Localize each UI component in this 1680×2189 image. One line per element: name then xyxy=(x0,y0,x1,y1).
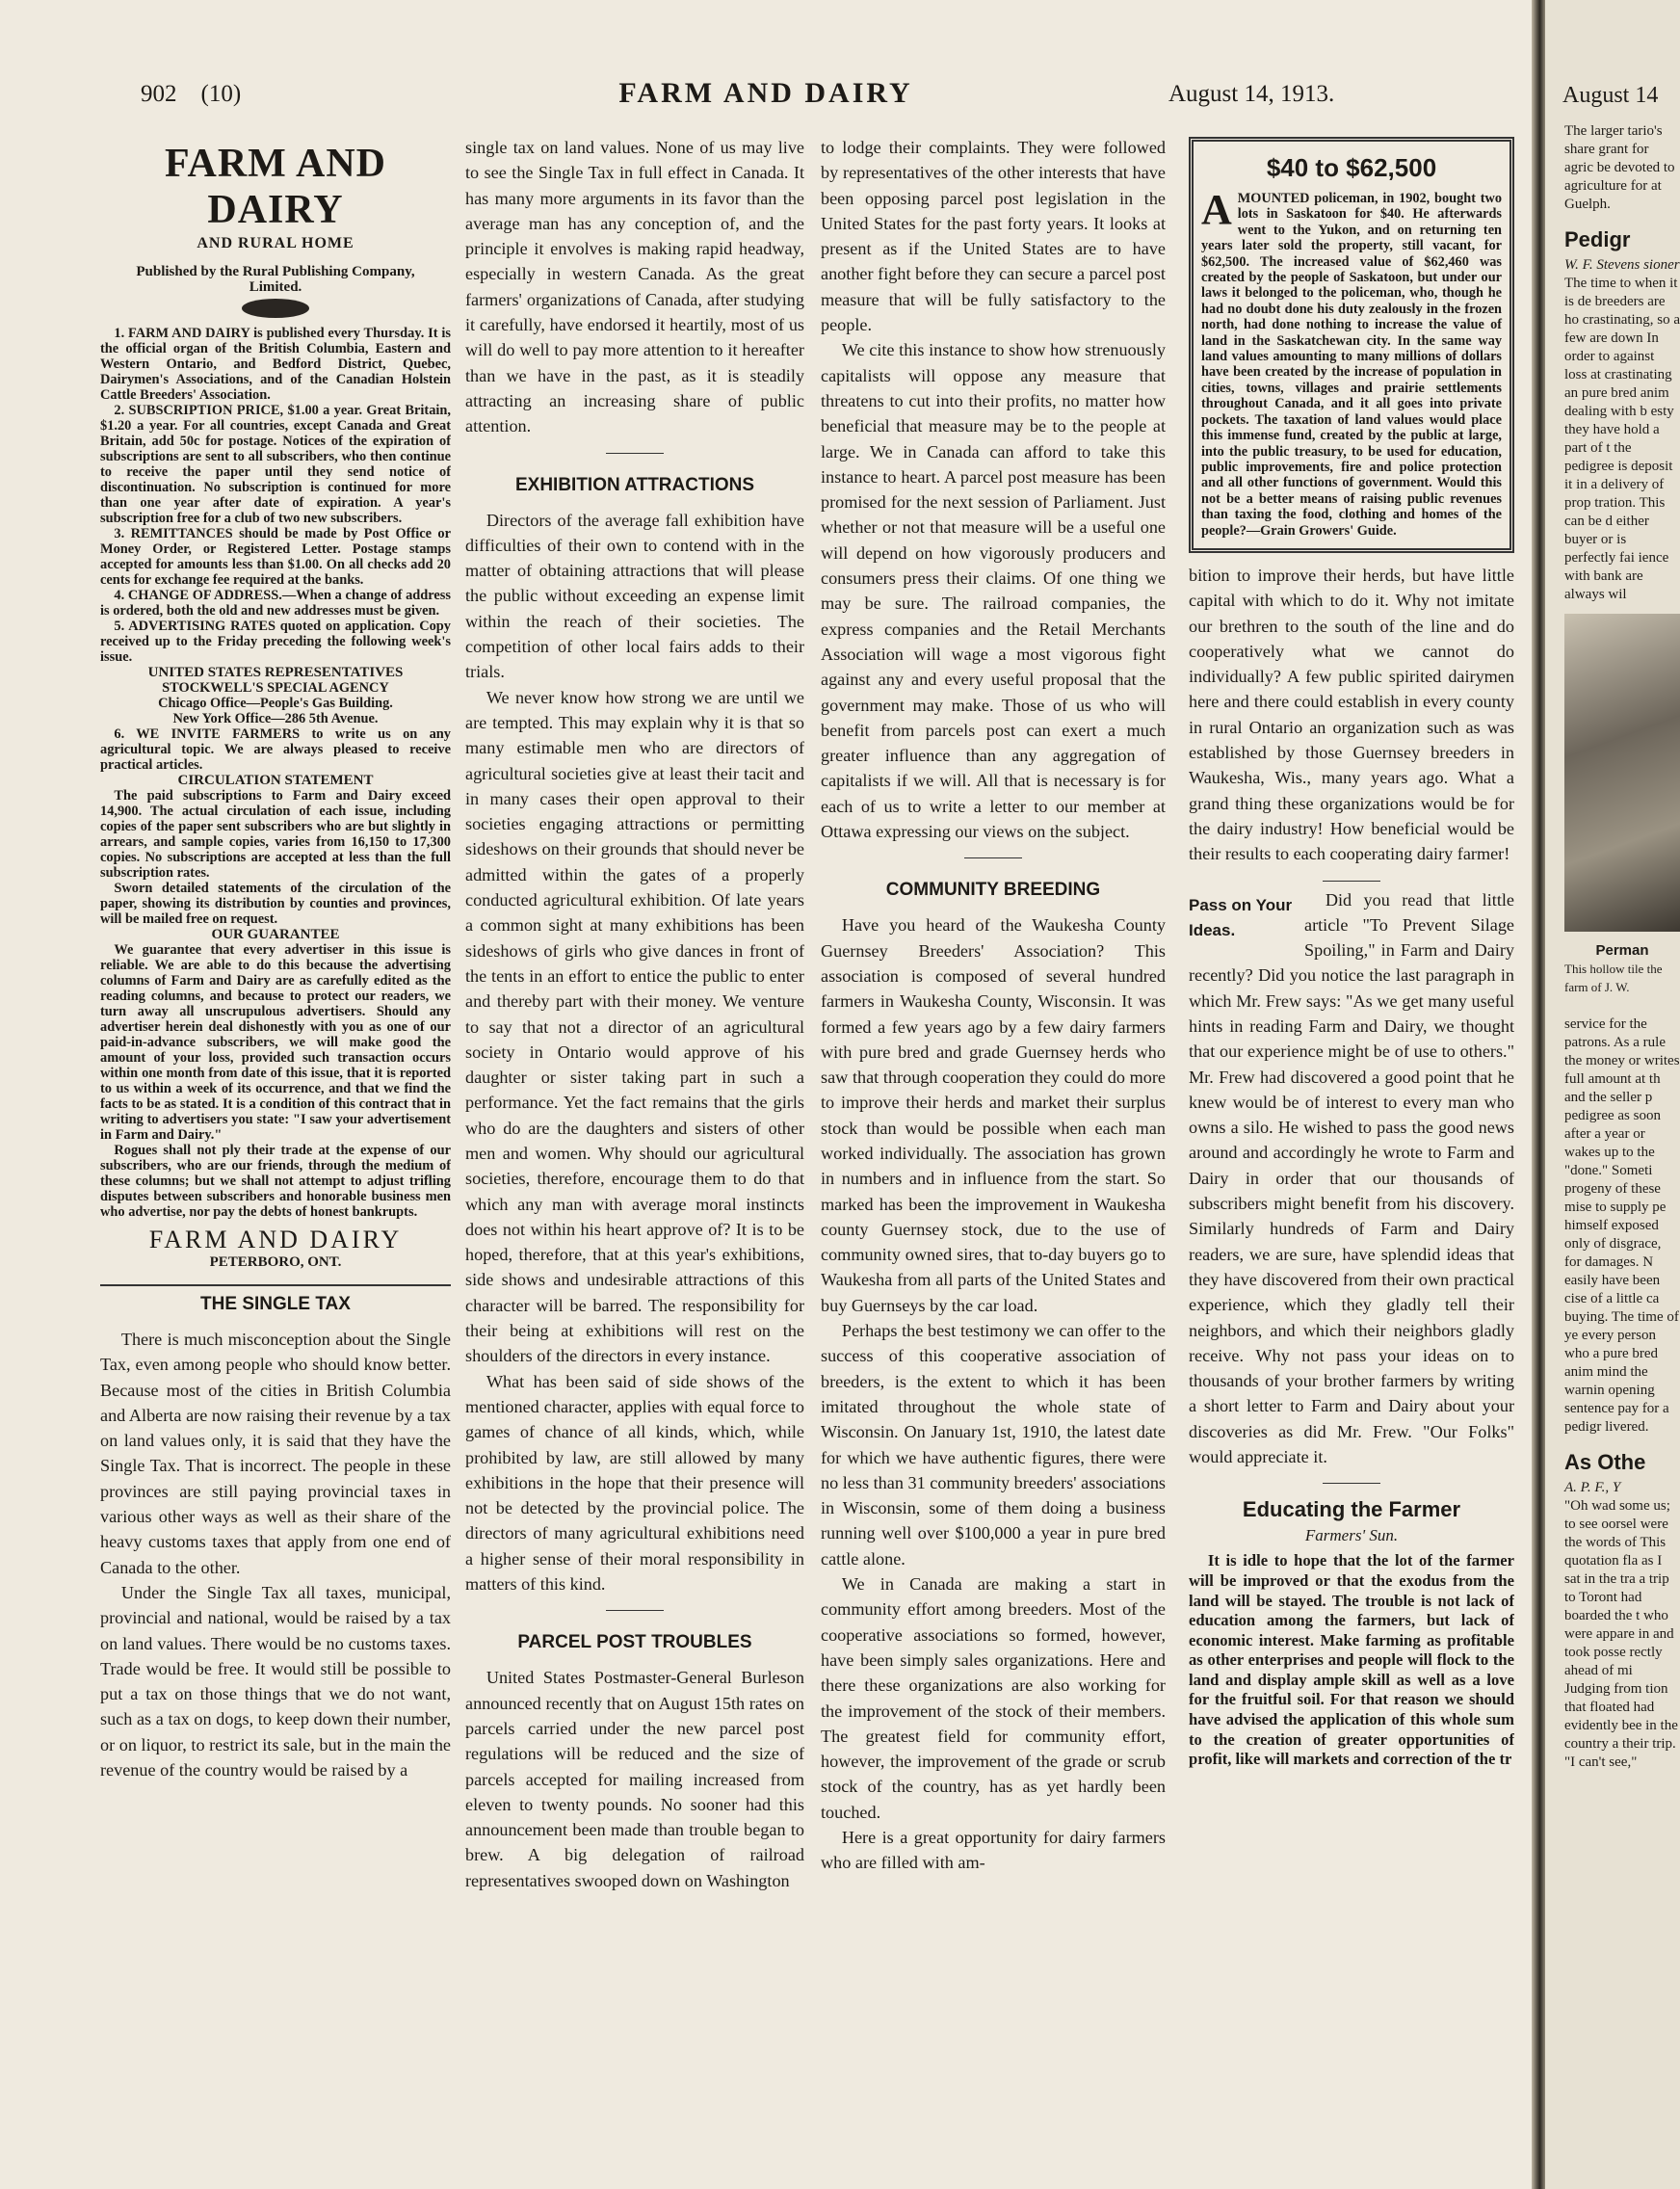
short-rule xyxy=(964,857,1022,858)
footer-title: FARM AND DAIRY xyxy=(148,1226,403,1253)
ornament-icon xyxy=(242,299,309,318)
others-byline: A. P. F., Y xyxy=(1564,1480,1621,1495)
silo-photo xyxy=(1564,614,1680,932)
us-reps-agency: STOCKWELL'S SPECIAL AGENCY xyxy=(162,680,389,696)
parcel-heading: PARCEL POST TROUBLES xyxy=(517,1632,752,1653)
community-paragraph: Perhaps the best testimony we can offer to the success of this cooperative association of breeders, is the extent to which it has been imitated throughout the whole state of Wisconsin. On January 1st, 1910, the latest date for which we have authentic figures, there were no less than 31 community breeders' associations in Wisconsin, some of them doing a business running well over $100,000 a year in pure bred cattle alone. xyxy=(821,1321,1166,1569)
masthead-subtitle: AND RURAL HOME xyxy=(197,235,354,251)
single-tax-paragraph: There is much misconception about the Single Tax, even among people who should know better. Because most of the cities in British Columbia and Alberta are now raising their revenue by a tax on land values only, it is said that they have the Single Tax. That is incorrect. The people in these provinces are still paying provincial taxes in various other ways as well as their share of the heavy customs taxes that apply from one end of Canada to the other. xyxy=(100,1330,451,1577)
running-title: FARM AND DAIRY xyxy=(618,77,913,109)
community-heading: COMMUNITY BREEDING xyxy=(885,880,1101,901)
short-rule xyxy=(1323,881,1380,882)
column-4 xyxy=(1189,135,1514,2177)
invite-paragraph: 6. WE INVITE FARMERS to write us on any agricultural topic. We are always pleased to receive practical articles. xyxy=(100,726,451,773)
notice-paragraph: 4. CHANGE OF ADDRESS.—When a change of address is ordered, both the old and new addresses must be given. xyxy=(100,588,451,619)
section-divider xyxy=(100,1284,451,1286)
column-3 xyxy=(821,135,1166,2177)
notice-paragraph: 5. ADVERTISING RATES quoted on application. Copy received up to the Friday preceding the following week's issue. xyxy=(100,619,451,665)
educating-paragraph: It is idle to hope that the lot of the farmer will be improved or that the exodus from the land will be stayed. The trouble is not lack of education among the farmers, but lack of economic interest. Make farming as profitable as other enterprises and people will flock to the land and display ample skill as well as a love for the fruitful soil. For that reason we should have advised the application of this whole sum to the creation of greater opportunities of profit, like will markets and correction of the tr xyxy=(1189,1551,1514,1769)
photo-caption-heading: Perman xyxy=(1595,942,1649,959)
circulation-heading: CIRCULATION STATEMENT xyxy=(177,773,374,788)
single-tax-continued: single tax on land values. None of us may live to see the Single Tax in full effect in Canada. It has many more arguments in its favor than the average man has any conception of, and the principle it envolves is making rapid headway, especially in western Canada. As the great farmers' organizations of Canada, after studying it carefully, have endorsed it heartily, most of us will do well to pay more attention to it hereafter than we have in the past, as it is steadily attracting an increasing share of public attention. xyxy=(465,138,804,436)
publisher-line: Published by the Rural Publishing Company, Limited. xyxy=(136,264,415,295)
land-value-box xyxy=(1189,137,1514,553)
photo-caption: This hollow tile the farm of J. W. xyxy=(1564,962,1663,994)
short-rule xyxy=(1323,1483,1380,1484)
educating-heading: Educating the Farmer xyxy=(1242,1497,1461,1522)
guarantee-paragraph: We guarantee that every advertiser in this issue is reliable. We are able to do this because the advertising columns of Farm and Dairy are as carefully edited as the reading columns, and because to protect our readers, we turn away all unscrupulous advertisers. Should any advertiser herein deal dishonestly with you as one of our paid-in-advance subscribers, we will make good the amount of your loss, provided such transaction occurs within one month from date of this issue, that it is reported to us within a week of its occurrence, and that we find the facts to be as stated. It is a condition of this contract that in writing to advertisers you state: "I saw your advertisement in Farm and Dairy." xyxy=(100,942,451,1143)
guarantee-paragraph: Rogues shall not ply their trade at the expense of our subscribers, who are our friends, through the medium of these columns; but we shall not attempt to adjust trifling disputes between subscribers and honorable business men who advertise, nor pay the debts of honest bankrupts. xyxy=(100,1143,451,1220)
educating-source: Farmers' Sun. xyxy=(1304,1526,1399,1545)
pass-on-paragraph: Did you read that little article "To Prevent Silage Spoiling," in Farm and Dairy recently? Did you notice the last paragraph in which Mr. Frew says: "As we get many useful hints in reading Farm and Dairy, we thought that our experience might be of use to others." Mr. Frew had discovered a good point that he knew would be of interest to every man who owns a silo. He wished to pass the good news around and accordingly he wrote to Farm and Dairy in order that our thousands of subscribers might benefit from his discovery. Similarly hundreds of Farm and Dairy readers, we are sure, have splendid ideas that they have discovered from their own practical experience, which they gladly tell their neighbors, and which their neighbors gladly receive. Why not pass your ideas on to thousands of your brother farmers by writing a short letter to Farm and Dairy about your discoveries as did Mr. Frew. "Our Folks" would appreciate it. xyxy=(1189,889,1514,1467)
us-reps-heading: UNITED STATES REPRESENTATIVES xyxy=(147,665,404,680)
box-body: MOUNTED policeman, in 1902, bought two lots in Saskatoon for $40. He afterwards went to the Yukon, and on returning ten years later sold the property, still vacant, for $62,500. The increased value of $62,460 was created by the people of Saskatoon, but under our laws it belonged to the policeman, who, though he had no doubt done his duty zealously in the frozen north, had done nothing to increase the value of land in the Saskatchewan city. In the same way land values amounting to many millions of dollars have been created by the increase of population in cities, towns, villages and prairie settlements throughout Canada, and it all goes into private pockets. The taxation of land values would place this immense fund, created by the public at large, into the public treasury, to be used for education, public improvements, fire and police protection and all other functions of government. Would this not be a better means of raising public revenues than taxing the food, clothing and homes of the people?—Grain Growers' Guide. xyxy=(1201,191,1502,539)
column-1 xyxy=(100,135,451,2177)
short-rule xyxy=(606,453,664,454)
adjacent-page xyxy=(1545,0,1680,2189)
parcel-continued: We cite this instance to show how strenuously capitalists will oppose any measure that threatens to cut into their profits, no matter how beneficial that measure may be to the people at large. We in Canada can afford to take this instance to heart. A parcel post measure has been promised for the next session of Parliament. Just whether or not that measure will be a useful one will depend on how vigorously producers and consumers press their claims. Of one thing we may be sure. The railroad companies, the express companies and the Retail Merchants Association will wage a most vigorous fight against any and every useful proposal that the government may make. Those of us who will benefit from parcels post can exert a much greater influence than any aggregation of capitalists if we will. All that is necessary is for each of us to write a letter to our member at Ottawa expressing our views on the subject. xyxy=(821,340,1166,842)
community-paragraph: Here is a great opportunity for dairy farmers who are filled with am- xyxy=(821,1828,1166,1873)
others-heading: As Othe xyxy=(1564,1450,1646,1474)
masthead-notices xyxy=(100,326,451,1220)
exhibition-paragraph: Directors of the average fall exhibition have difficulties of their own to contend with in the matter of obtaining attractions that will please the public without exceeding an expense limit within the reach of their societies. The competition of other local fairs adds to their trials. xyxy=(465,510,804,682)
circulation-paragraph: Sworn detailed statements of the circulation of the paper, showing its distribution by counties and provinces, will be mailed free on request. xyxy=(100,881,451,927)
box-text xyxy=(1201,186,1502,539)
us-reps-chicago: Chicago Office—People's Gas Building. xyxy=(158,696,393,711)
notice-paragraph: 1. FARM AND DAIRY is published every Thursday. It is the official organ of the British Columbia, Eastern and Western Ontario, and Bedford District, Quebec, Dairymen's Associations, and of the Canadian Holstein Cattle Breeders' Association. xyxy=(100,326,451,403)
masthead-title: FARM AND DAIRY xyxy=(164,142,387,232)
exhibition-heading: EXHIBITION ATTRACTIONS xyxy=(514,474,755,495)
adjacent-page-header: August 14 xyxy=(1562,83,1659,108)
pedigree-text: The time to when it is de breeders are ho crastinating, so a few are down In order to against loss at crastinating an pure bred anim dealing with b esty they have hold a part of t the pedigree is deposit it in a delivery of prop tration. This can be d either buyer or is perfectly fai ience with bank are always wil xyxy=(1564,276,1680,602)
page-number-text: 902 xyxy=(141,81,177,107)
parcel-continued: to lodge their complaints. They were followed by representatives of the other interests that have been opposing parcel post legislation in the United States for the past forty years. It looks at present as if the United States are to have another fight before they can secure a parcel post measure that will be fully satisfactory to the people. xyxy=(821,138,1166,335)
footer-place: PETERBORO, ONT. xyxy=(209,1254,342,1270)
community-paragraph: We in Canada are making a start in community effort among breeders. Most of the cooperative associations so formed, however, have been simply sales organizations. Here and there these organizations are also working for the improvement of the stock of their members. The greatest field for community effort, however, the improvement of the grade or scrub stock of the country, has as yet hardly been touched. xyxy=(821,1574,1166,1822)
pass-on-sidehead: Pass on Your Ideas. xyxy=(1189,895,1293,939)
parcel-paragraph: United States Postmaster-General Burleson announced recently that on August 15th rates on parcels carried under the new parcel post regulations will be reduced and the size of parcels accepted for mailing increased from eleven to twenty pounds. No sooner had this announcement been made than trouble began to brew. A big delegation of railroad representatives swooped down on Washington xyxy=(465,1668,804,1890)
others-text: "Oh wad some us; to see oorsel were the words of This quotation fla as I sat in the tra a trip to Toront had boarded the t who were appare in and took posse rectly ahead of mi Judging from tion that floated had evidently bee in the country a their trip. "I can't see," xyxy=(1564,1498,1678,1770)
notice-paragraph: 3. REMITTANCES should be made by Post Office or Money Order, or Registered Letter. Postage stamps accepted for amounts less than $1.00. On all checks add 20 cents for exchange fee required at the banks. xyxy=(100,526,451,588)
column-2 xyxy=(465,135,804,2177)
binding-gutter xyxy=(1532,0,1545,2189)
single-tax-heading: THE SINGLE TAX xyxy=(200,1294,351,1314)
exhibition-paragraph: We never know how strong we are until we are tempted. This may explain why it is that so many estimable men who are directors of agricultural societies give at least their tacit and in many cases their open approval to their societies engaging attractions or permitting sideshows on their grounds that should never be admitted within the gates of a properly conducted agricultural exhibition. Of late years a common sight at many exhibitions has been sideshows of girls who give dances in front of the tents in an effort to entice the public to enter and thereby part with their money. We venture to say that not a director of an agricultural society in Ontario would approve of his daughter or sister taking part in such a performance. Yet the fact remains that the girls who do are the daughters and sisters of other men and women. Why should our agricultural societies, therefore, encourage them to do that which any man with average moral instincts does not within his heart approve of? It is to be hoped, therefore, that at this year's exhibitions, side shows and undesirable attractions of this character will be barred. The responsibility for their being at exhibitions will rest on the shoulders of the directors in every instance. xyxy=(465,687,804,1366)
circulation-paragraph: The paid subscriptions to Farm and Dairy exceed 14,900. The actual circulation of each issue, including copies of the paper sent subscribers who are but slightly in arrears, and sample copies, varies from 16,150 to 17,300 copies. No subscriptions are accepted at less than the full subscription rates. xyxy=(100,788,451,881)
notice-paragraph: 2. SUBSCRIPTION PRICE, $1.00 a year. Great Britain, $1.20 a year. For all countries, except Canada and Great Britain, add 50c for postage. Notices of the expiration of subscriptions are sent to all subscribers, who then continue to receive the paper until they send notice of discontinuation. No subscription is continued for more than one year after date of expiration. A year's subscription free for a club of two new subscribers. xyxy=(100,403,451,526)
pedigree-byline: W. F. Stevens sioner xyxy=(1564,257,1680,273)
single-tax-paragraph: Under the Single Tax all taxes, municipal, provincial and national, would be raised by a tax on land values. There would be no customs taxes. Trade would be free. It would still be possible to put a tax on those things that we do not want, such as a tax on dogs, to keep down their number, or on liquor, to restrict its sale, but in the main the revenue of the country would be raised by a xyxy=(100,1582,451,1780)
drop-cap: A xyxy=(1201,186,1232,233)
guarantee-heading: OUR GUARANTEE xyxy=(211,927,340,942)
pedigree-heading: Pedigr xyxy=(1564,227,1631,251)
community-continued: bition to improve their herds, but have little capital with which to do it. Why not imitate our brethren to the south of the line and do cooperatively what we cannot do individually? A few public spirited dairymen here and there could establish in every county in rural Ontario an organization such as was established by those Guernsey breeders in Waukesha, Wis., many years ago. What a grand thing these organizations would be for the dairy industry! How beneficial would be their results to each cooperating dairy farmer! xyxy=(1189,565,1514,864)
issue-date: August 14, 1913. xyxy=(1168,81,1335,107)
adjacent-text: service for the patrons. As a rule the money or writes full amount at th and the seller p pedigree as soon after a year or wakes up to the "done." Someti progeny of these mise to supply pe himself exposed only of disgrace, for damages. N easily have been cise of a little ca buying. The time of ye every person who a pure bred anim mind the warnin opening sentence pay for a pedigr livered. xyxy=(1564,1016,1680,1435)
us-reps-newyork: New York Office—286 5th Avenue. xyxy=(172,711,379,726)
adjacent-intro: The larger tario's share grant for agric be devoted to agriculture for at Guelph. xyxy=(1564,123,1675,212)
box-title: $40 to $62,500 xyxy=(1266,153,1437,182)
short-rule xyxy=(606,1610,664,1611)
page-sub-number: (10) xyxy=(200,81,242,107)
community-paragraph: Have you heard of the Waukesha County Guernsey Breeders' Association? This association is composed of several hundred farmers in Waukesha County, Wisconsin. It was formed a few years ago by a few dairy farmers with pure bred and grade Guernsey herds who saw that through cooperation they could do more to improve their herds and market their surplus stock than would be possible when each man worked individually. The association has grown in numbers and in influence from the start. So marked has been the improvement in Waukesha county Guernsey stock, due to the use of community owned sires, that to-day buyers go to Waukesha from all parts of the United States and buy Guernseys by the car load. xyxy=(821,915,1166,1315)
exhibition-paragraph: What has been said of side shows of the mentioned character, applies with equal force to games of chance of all kinds, which, while prohibited by law, are still allowed by many exhibitions in the hope that their presence will not be detected by the provincial police. The directors of many agricultural exhibitions need a higher sense of their moral responsibility in matters of this kind. xyxy=(465,1371,804,1595)
